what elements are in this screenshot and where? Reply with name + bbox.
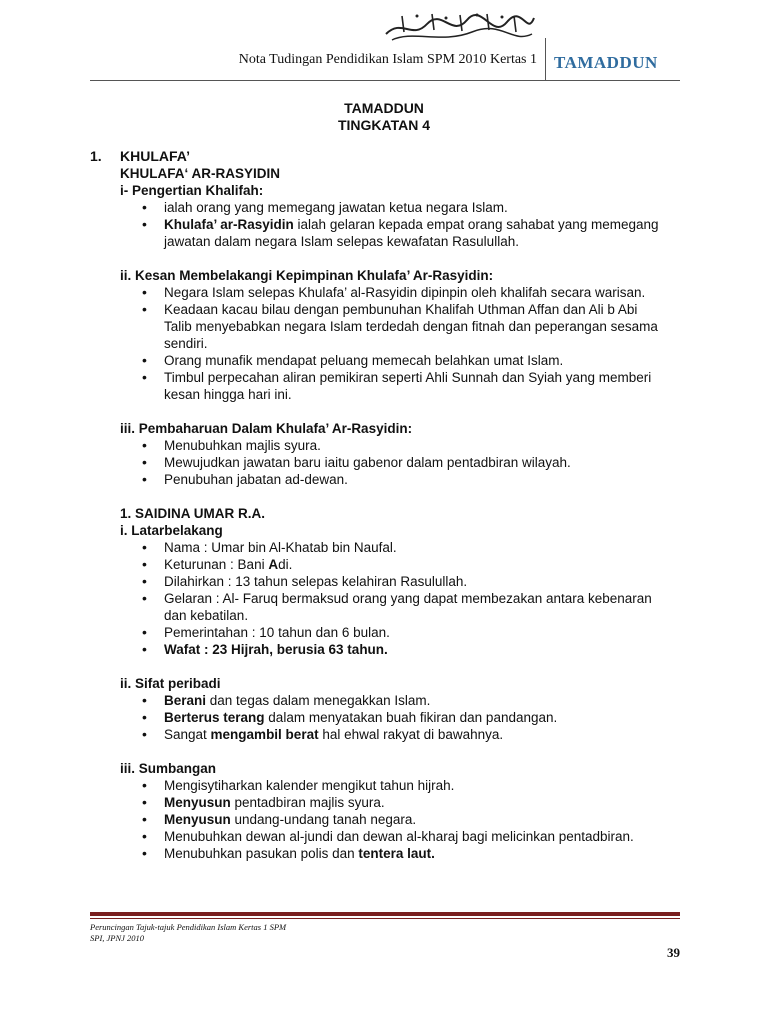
header-divider bbox=[545, 38, 546, 80]
list-item: • Menyusun undang-undang tanah negara. bbox=[140, 811, 690, 828]
list-item: • Keadaan kacau bilau dengan pembunuhan Khalifah Uthman Affan dan Ali b Abi Talib menyebabkan negara Islam terdedah dengan fitnah dan peperangan sesama sendiri. bbox=[140, 301, 690, 352]
list-item: • Menubuhkan dewan al-jundi dan dewan al-kharaj bagi melicinkan pentadbiran. bbox=[140, 828, 690, 845]
list-item: • Sangat mengambil berat hal ehwal rakyat di bawahnya. bbox=[140, 726, 690, 743]
header-rule bbox=[90, 80, 680, 81]
page-subtitle: TINGKATAN 4 bbox=[337, 117, 431, 133]
header-title: Nota Tudingan Pendidikan Islam SPM 2010 Kertas 1 bbox=[238, 52, 537, 67]
content bbox=[90, 148, 690, 862]
bullet-list bbox=[90, 539, 690, 658]
list-item: • Berterus terang dalam menyatakan buah fikiran dan pandangan. bbox=[140, 709, 690, 726]
subsection-title: KHULAFA‘ AR-RASYIDIN bbox=[120, 166, 280, 181]
footer-rule-thin bbox=[90, 918, 680, 919]
list-item: • ialah orang yang memegang jawatan ketua negara Islam. bbox=[140, 199, 690, 216]
bullet-list bbox=[90, 692, 690, 743]
footer-line: Peruncingan Tajuk-tajuk Pendidikan Islam Kertas 1 SPM bbox=[90, 922, 287, 932]
page-number: 39 bbox=[667, 945, 680, 960]
list-item: • Mengisytiharkan kalender mengikut tahun hijrah. bbox=[140, 777, 690, 794]
footer-rule bbox=[90, 912, 680, 916]
bullet-list bbox=[90, 199, 690, 250]
list-item: • Menyusun pentadbiran majlis syura. bbox=[140, 794, 690, 811]
list-item: • Penubuhan jabatan ad-dewan. bbox=[140, 471, 690, 488]
part-heading: i- Pengertian Khalifah: bbox=[120, 183, 264, 198]
bullet-list bbox=[90, 777, 690, 862]
list-item: • Negara Islam selepas Khulafa’ al-Rasyidin dipinpin oleh khalifah secara warisan. bbox=[140, 284, 690, 301]
list-item: • Menubuhkan majlis syura. bbox=[140, 437, 690, 454]
list-item: • Khulafa’ ar-Rasyidin ialah gelaran kepada empat orang sahabat yang memegang jawatan dalam negara Islam selepas kewafatan Rasulullah. bbox=[140, 216, 690, 250]
bullet-list bbox=[90, 284, 690, 403]
section-heading bbox=[90, 148, 690, 165]
page-title: TAMADDUN bbox=[344, 100, 424, 116]
list-item: • Gelaran : Al- Faruq bermaksud orang yang dapat membezakan antara kebenaran dan kebatilan. bbox=[140, 590, 690, 624]
header-section: TAMADDUN bbox=[554, 53, 658, 72]
list-item: • Berani dan tegas dalam menegakkan Islam. bbox=[140, 692, 690, 709]
part-heading: ii. Sifat peribadi bbox=[120, 676, 221, 691]
bullet-list bbox=[90, 437, 690, 488]
part-heading: iii. Sumbangan bbox=[120, 761, 217, 776]
section-number: 1. bbox=[90, 148, 102, 164]
list-item: • Nama : Umar bin Al-Khatab bin Naufal. bbox=[140, 539, 690, 556]
section-title: KHULAFA’ bbox=[120, 148, 190, 164]
footer-line: SPI, JPNJ 2010 bbox=[90, 933, 145, 943]
part-heading: iii. Pembaharuan Dalam Khulafa’ Ar-Rasyidin: bbox=[120, 421, 413, 436]
list-item: • Wafat : 23 Hijrah, berusia 63 tahun. bbox=[140, 641, 690, 658]
list-item: • Keturunan : Bani Adi. bbox=[140, 556, 690, 573]
list-item: • Menubuhkan pasukan polis dan tentera laut. bbox=[140, 845, 690, 862]
calligraphy-logo bbox=[382, 10, 537, 46]
footer-text bbox=[90, 922, 286, 944]
list-item: • Dilahirkan : 13 tahun selepas kelahiran Rasulullah. bbox=[140, 573, 690, 590]
part-heading: i. Latarbelakang bbox=[120, 523, 223, 538]
list-item: • Orang munafik mendapat peluang memecah belahkan umat Islam. bbox=[140, 352, 690, 369]
part-heading: ii. Kesan Membelakangi Kepimpinan Khulafa’ Ar-Rasyidin: bbox=[120, 268, 494, 283]
list-item: • Pemerintahan : 10 tahun dan 6 bulan. bbox=[140, 624, 690, 641]
list-item: • Mewujudkan jawatan baru iaitu gabenor dalam pentadbiran wilayah. bbox=[140, 454, 690, 471]
subsection-title: 1. SAIDINA UMAR R.A. bbox=[120, 506, 266, 521]
list-item: • Timbul perpecahan aliran pemikiran seperti Ahli Sunnah dan Syiah yang memberi kesan hingga hari ini. bbox=[140, 369, 690, 403]
